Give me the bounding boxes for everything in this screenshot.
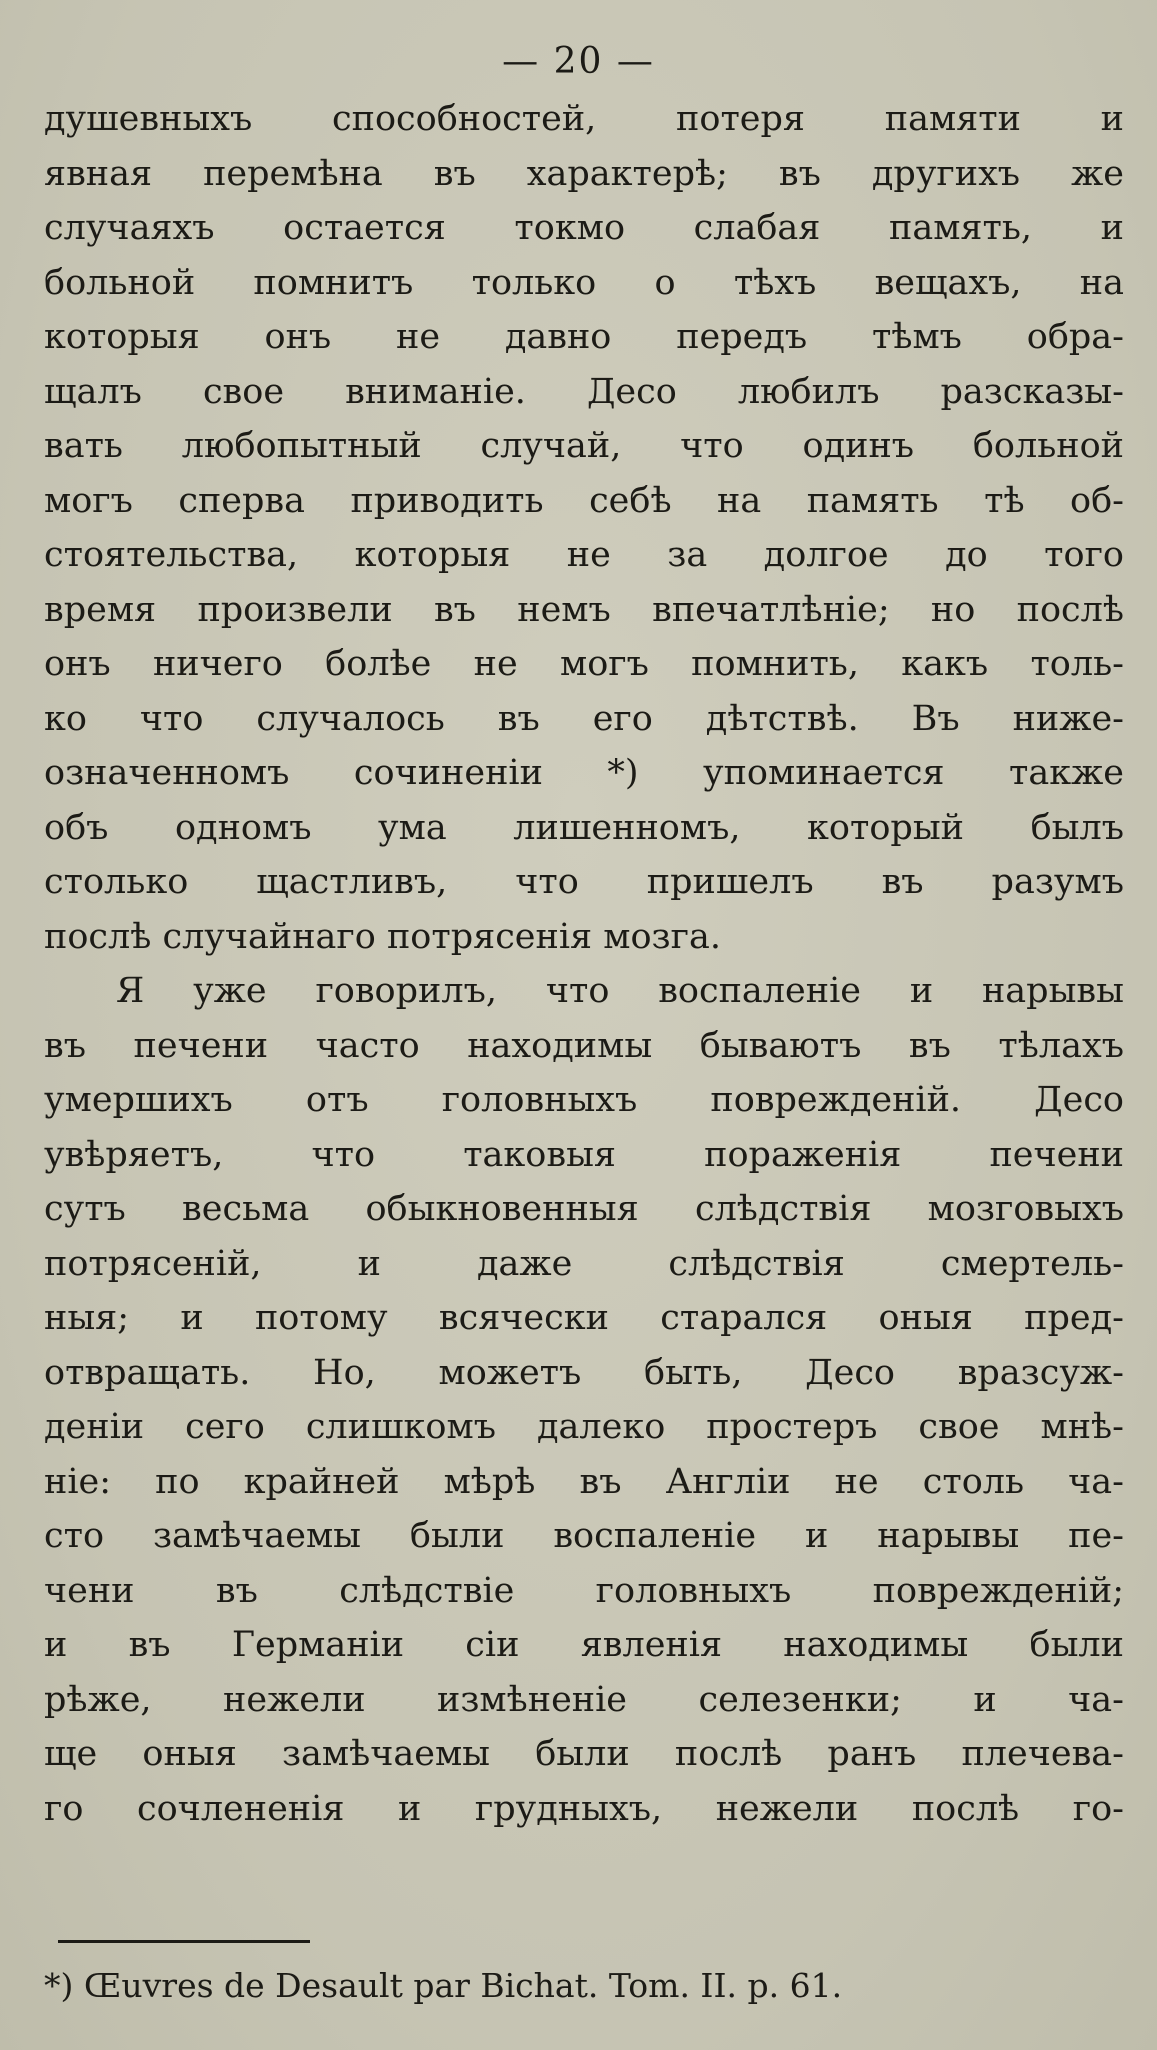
text-line: потрясеній, и даже слѣдствія смертель- — [44, 1243, 1124, 1284]
text-line: рѣже, нежели измѣненіе селезенки; и ча- — [44, 1679, 1124, 1720]
text-line: го сочлененія и грудныхъ, нежели послѣ го- — [44, 1788, 1124, 1829]
text-line: въ печени часто находимы бываютъ въ тѣлахъ — [44, 1025, 1124, 1066]
footnote-divider — [58, 1940, 310, 1943]
text-line: ще оныя замѣчаемы были послѣ ранъ плечева- — [44, 1734, 1124, 1774]
text-line: явная перемѣна въ характерѣ; въ другихъ же — [44, 153, 1124, 194]
text-line: послѣ случайнаго потрясенія мозга. — [44, 916, 721, 957]
text-line: вать любопытный случай, что одинъ больной — [44, 426, 1124, 466]
text-line: время произвели въ немъ впечатлѣніе; но послѣ — [44, 589, 1124, 630]
text-line: Я уже говорилъ, что воспаленіе и нарывы — [116, 971, 1124, 1011]
page-number: — 20 — — [502, 41, 655, 82]
text-line: увѣряетъ, что таковыя пораженія печени — [44, 1134, 1124, 1175]
text-line: могъ сперва приводить себѣ на память тѣ об- — [44, 480, 1124, 521]
paragraph-1 — [44, 92, 1124, 964]
text-line: больной помнитъ только о тѣхъ вещахъ, на — [44, 262, 1124, 303]
text-line: душевныхъ способностей, потеря памяти и — [44, 99, 1124, 139]
text-line: случаяхъ остается токмо слабая память, и — [44, 208, 1124, 248]
text-line: деніи сего слишкомъ далеко простеръ свое мнѣ- — [44, 1407, 1124, 1447]
text-line: отвращать. Но, можетъ быть, Десо вразсуж- — [44, 1352, 1124, 1393]
text-line: и въ Германіи сіи явленія находимы были — [44, 1625, 1124, 1665]
text-line: которыя онъ не давно передъ тѣмъ обра- — [44, 317, 1124, 357]
text-line: объ одномъ ума лишенномъ, который былъ — [44, 807, 1124, 848]
paragraph-2 — [44, 964, 1124, 1836]
text-line: онъ ничего болѣе не могъ помнить, какъ толь- — [44, 644, 1124, 684]
text-line: умершихъ отъ головныхъ поврежденій. Десо — [44, 1080, 1124, 1120]
body-text — [44, 92, 1124, 1836]
text-line: означенномъ сочиненіи *) упоминается также — [44, 753, 1124, 793]
footnote: *) Œuvres de Desault par Bichat. Tom. II. p. 61. — [44, 1966, 843, 2005]
text-line: сто замѣчаемы были воспаленіе и нарывы пе- — [44, 1516, 1124, 1556]
text-line: сутъ весьма обыкновенныя слѣдствія мозговыхъ — [44, 1189, 1124, 1229]
text-line: ко что случалось въ его дѣтствѣ. Въ ниже- — [44, 698, 1124, 739]
text-line: стоятельства, которыя не за долгое до того — [44, 535, 1124, 575]
text-line: ныя; и потому всячески старался оныя пред- — [44, 1298, 1124, 1338]
text-line: ніе: по крайней мѣрѣ въ Англіи не столь ча- — [44, 1461, 1124, 1502]
text-line: чени въ слѣдствіе головныхъ поврежденій; — [44, 1570, 1124, 1611]
text-line: столько щастливъ, что пришелъ въ разумъ — [44, 862, 1124, 902]
text-line: щалъ свое вниманіе. Десо любилъ разсказы- — [44, 371, 1124, 412]
